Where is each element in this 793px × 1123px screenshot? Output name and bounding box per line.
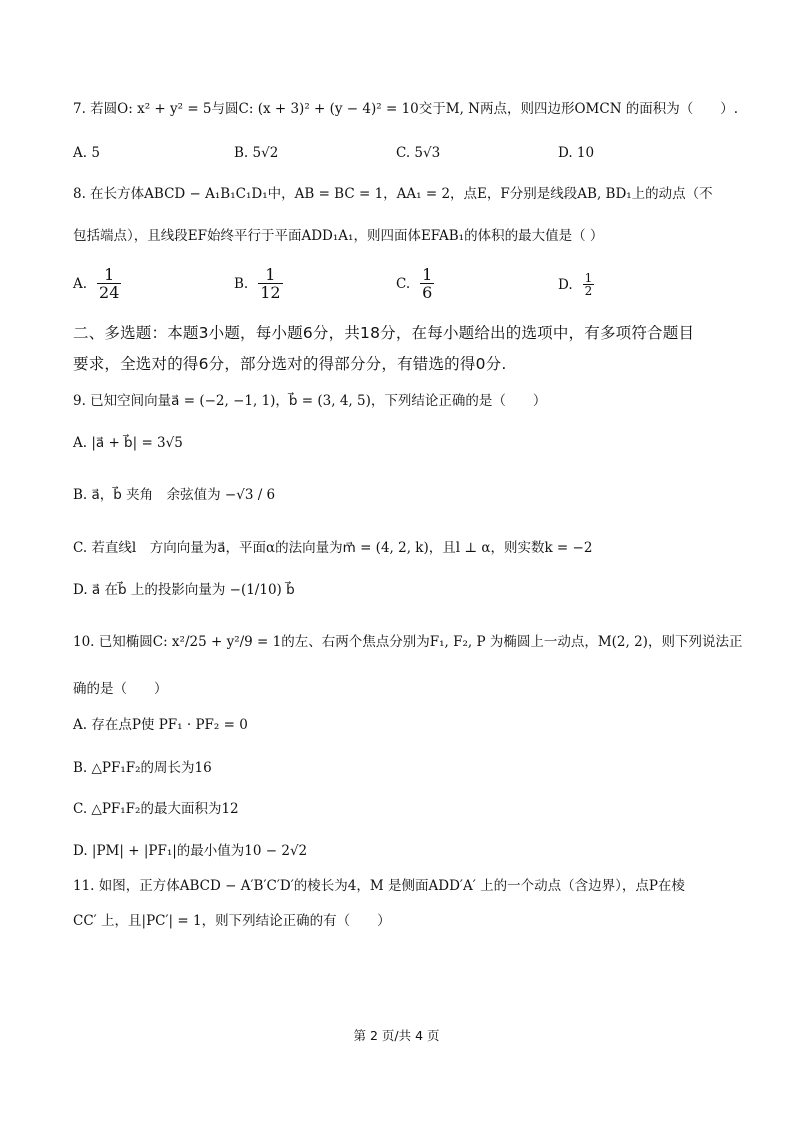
q8-stem-line1: 8. 在长方体ABCD − A₁B₁C₁D₁中，AB = BC = 1，AA₁ = 2，点E，F分别是线段AB, BD₁上的动点（不 <box>73 186 713 202</box>
q9-stem: 9. 已知空间向量a⃗ = (−2, −1, 1)，b⃗ = (3, 4, 5)，下列结论正确的是（ ） <box>73 393 547 409</box>
fraction: $\frac{1}{2}$ <box>584 271 593 298</box>
fraction: $\frac{1}{24}$ <box>99 265 120 302</box>
q8-option-c: C. $\frac{1}{6}$ <box>396 265 433 302</box>
fraction: $\frac{1}{12}$ <box>260 265 281 302</box>
section-heading-line2: 要求，全选对的得6分，部分选对的得部分分，有错选的得0分. <box>73 355 507 373</box>
section-heading-line1: 二、多选题：本题3小题，每小题6分，共18分，在每小题给出的选项中，有多项符合题目 <box>73 324 695 342</box>
q8-option-d: D. $\frac{1}{2}$ <box>558 271 593 298</box>
q9-option-d: D. a⃗ 在b⃗ 上的投影向量为 −(1/10) b⃗ <box>73 582 295 598</box>
q11-stem-line2: CC′ 上，且|PC′| = 1，则下列结论正确的有（ ） <box>73 913 391 929</box>
fraction: $\frac{1}{6}$ <box>422 265 433 302</box>
page-footer: 第 2 页/共 4 页 <box>353 1028 440 1043</box>
q8-option-b: B. $\frac{1}{12}$ <box>234 265 281 302</box>
q7-option-c: C. 5√3 <box>396 145 441 161</box>
q9-option-b: B. a⃗，b⃗ 夹角 余弦值为 −√3 / 6 <box>73 487 276 503</box>
q10-stem-line1: 10. 已知椭圆C: x²/25 + y²/9 = 1的左、右两个焦点分别为F₁, F₂, P 为椭圆上一动点，M(2, 2)，则下列说法正 <box>73 634 743 650</box>
q9-option-c: C. 若直线l 方向向量为a⃗，平面α的法向量为m⃗ = (4, 2, k)，且l ⊥ α，则实数k = −2 <box>73 540 593 556</box>
q7-option-d: D. 10 <box>558 145 595 161</box>
q9-option-a: A. |a⃗ + b⃗| = 3√5 <box>73 435 183 451</box>
q10-option-a: A. 存在点P使 PF₁ · PF₂ = 0 <box>73 717 248 733</box>
q10-option-d: D. |PM| + |PF₁|的最小值为10 − 2√2 <box>73 843 308 859</box>
q10-option-b: B. △PF₁F₂的周长为16 <box>73 760 212 776</box>
q7-stem: 7. 若圆O: x² + y² = 5与圆C: (x + 3)² + (y − 4)² = 10交于M, N两点，则四边形OMCN 的面积为（ ）. <box>73 101 739 117</box>
q10-stem-line2: 确的是（ ） <box>73 681 168 697</box>
q7-option-b: B. 5√2 <box>234 145 279 161</box>
q8-option-a: A. $\frac{1}{24}$ <box>73 265 120 302</box>
q8-stem-line2: 包括端点），且线段EF始终平行于平面ADD₁A₁，则四面体EFAB₁的体积的最大值是（ ） <box>73 228 604 244</box>
q11-stem-line1: 11. 如图，正方体ABCD − A′B′C′D′的棱长为4，M 是侧面ADD′A′ 上的一个动点（含边界），点P在棱 <box>73 878 685 894</box>
q10-option-c: C. △PF₁F₂的最大面积为12 <box>73 801 239 817</box>
q7-option-a: A. 5 <box>73 145 100 161</box>
